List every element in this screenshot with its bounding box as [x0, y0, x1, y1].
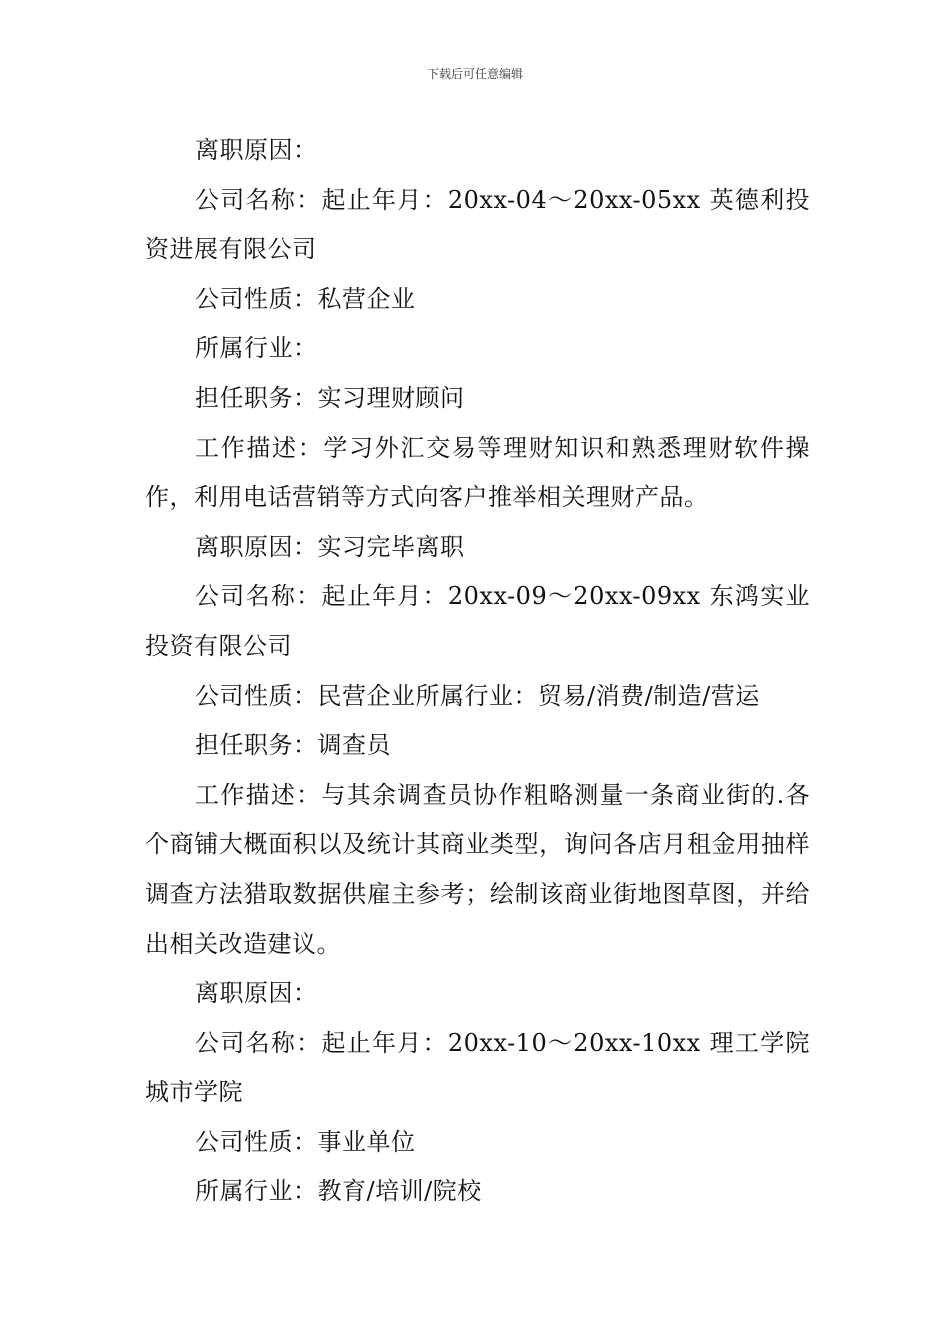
paragraph-company-2: 公司名称：起止年月：20xx-09～20xx-09xx 东鸿实业投资有限公司	[145, 582, 810, 660]
document-body	[145, 126, 810, 1217]
paragraph-job-description-2: 工作描述：与其余调查员协作粗略测量一条商业街的.各个商铺大概面积以及统计其商业类型，询问各店月租金用抽样调查方法猎取数据供雇主参考；绘制该商业街地图草图，并给出相关改造建议。	[145, 780, 810, 958]
paragraph-leave-reason-1: 离职原因：	[195, 136, 318, 164]
paragraph-job-description-1: 工作描述：学习外汇交易等理财知识和熟悉理财软件操作，利用电话营销等方式向客户推举相关理财产品。	[145, 433, 810, 512]
paragraph-company-nature-1: 公司性质：私营企业	[195, 284, 416, 313]
paragraph-leave-reason-3: 离职原因：	[195, 979, 318, 1008]
paragraph-industry-3: 所属行业：教育/培训/院校	[195, 1177, 482, 1206]
paragraph-position-2: 担任职务：调查员	[195, 731, 391, 760]
paragraph-company-nature-2: 公司性质：民营企业所属行业：贸易/消费/制造/营运	[195, 681, 760, 710]
page-header: 下载后可任意编辑	[426, 67, 523, 81]
paragraph-company-1: 公司名称：起止年月：20xx-04～20xx-05xx 英德利投资进展有限公司	[145, 185, 810, 264]
paragraph-position-1: 担任职务：实习理财顾问	[195, 383, 465, 412]
paragraph-industry-1: 所属行业：	[195, 334, 318, 363]
paragraph-company-nature-3: 公司性质：事业单位	[195, 1127, 416, 1156]
paragraph-company-3: 公司名称：起止年月：20xx-10～20xx-10xx 理工学院城市学院	[145, 1028, 810, 1107]
paragraph-leave-reason-2: 离职原因：实习完毕离职	[195, 532, 465, 561]
